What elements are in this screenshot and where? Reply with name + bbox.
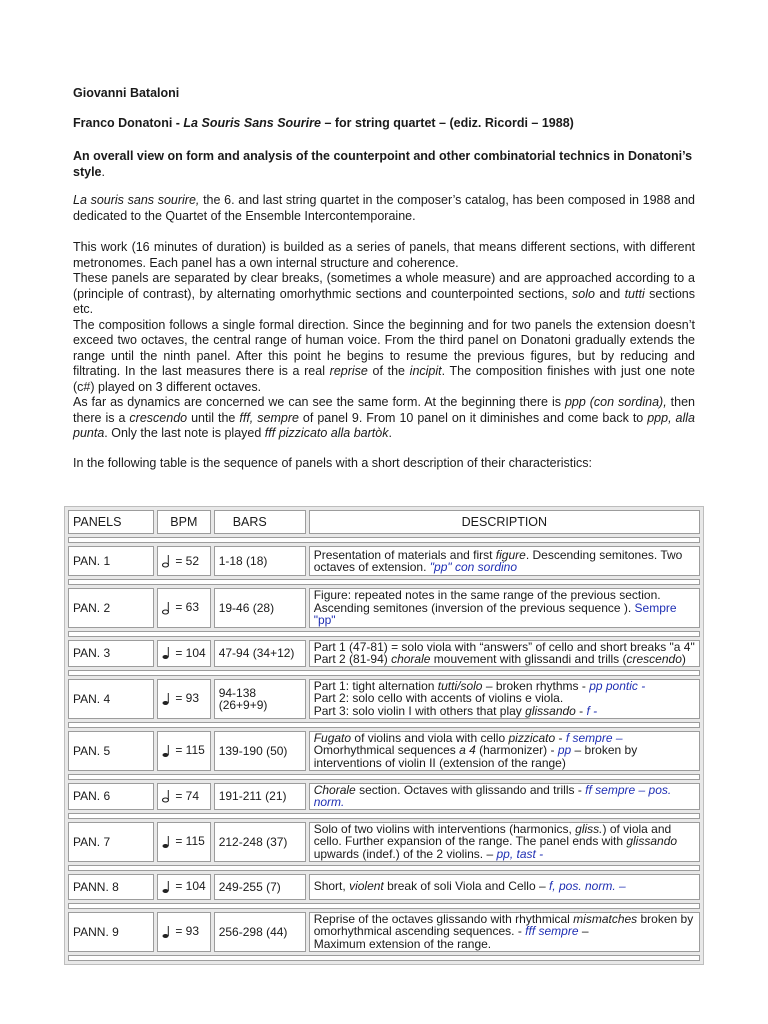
bpm-cell: = 52 — [157, 546, 211, 576]
description-cell: Chorale section. Octaves with glissando and trills - ff sempre – pos. norm. — [309, 783, 700, 810]
bpm-cell: = 93 — [157, 912, 211, 952]
paragraph-structure: This work (16 minutes of duration) is builded as a series of panels, that means different sections, with different metronomes. Each panel has a own internal structure and coherence. These panels are separated by clear breaks, (sometimes a whole measure) and are approached according to a (principle of contrast), by alternating omorhythmic sections and counterpointed sections, solo and tutti sections etc. The composition follows a single formal direction. Since the beginning and for two panels the extension doesn’t exceed two octaves, the central range of human voice. From the third panel on Donatoni gradually extends the range until the ninth panel. After this point he begins to resume the previous figures, but by reducing and filtrating. In the last measures there is a real reprise of the incipit. The composition finishes with just one note (c#) played on 3 different octaves. As far as dynamics are concerned we can see the same form. At the beginning there is ppp (con sordina), then there is a crescendo until the fff, sempre of panel 9. From 10 panel on it diminishes and come back to ppp, alla punta. Only the last note is played fff pizzicato alla bartòk. — [73, 240, 696, 440]
description-cell: Part 1 (47-81) = solo viola with “answers” of cello and short breaks "a 4" Part 2 (81-94) chorale mouvement with glissandi and trills (crescendo) — [309, 640, 700, 667]
description-cell: Fugato of violins and viola with cello pizzicato - f sempre – Omorhythmical sequences a 4 (harmonizer) - pp – broken by interventions of violin II (extension of the range) — [309, 731, 700, 771]
description-cell: Figure: repeated notes in the same range of the previous section. Ascending semitones (inversion of the previous sequence ). Sempre "pp" — [309, 588, 700, 628]
bars-cell: 139-190 (50) — [214, 731, 306, 771]
panel-name: PAN. 2 — [68, 588, 154, 628]
bars-cell: 212-248 (37) — [214, 822, 306, 862]
bpm-cell: = 104 — [157, 874, 211, 900]
table-row — [68, 874, 700, 900]
description-cell: Presentation of materials and first figure. Descending semitones. Two octaves of extension. "pp" con sordino — [309, 546, 700, 576]
header-bpm: BPM — [157, 510, 211, 534]
table-row — [68, 640, 700, 667]
panel-name: PAN. 5 — [68, 731, 154, 771]
description-cell: Solo of two violins with interventions (harmonics, gliss.) of viola and cello. Further expansion of the range. The panel ends with glissando upwards (indef.) of the 2 violins. – pp, tast - — [309, 822, 700, 862]
bpm-cell: = 104 — [157, 640, 211, 667]
bars-cell: 1-18 (18) — [214, 546, 306, 576]
bars-cell: 249-255 (7) — [214, 874, 306, 900]
panel-name: PAN. 6 — [68, 783, 154, 810]
quarter-note-icon — [162, 646, 171, 660]
table-row — [68, 912, 700, 952]
bars-cell: 256-298 (44) — [214, 912, 306, 952]
bpm-cell: = 74 — [157, 783, 211, 810]
panel-name: PAN. 1 — [68, 546, 154, 576]
bpm-cell: = 115 — [157, 731, 211, 771]
quarter-note-icon — [162, 835, 171, 849]
header-panels: PANELS — [68, 510, 154, 534]
table-row — [68, 546, 700, 576]
panel-name: PAN. 4 — [68, 679, 154, 719]
description-cell: Reprise of the octaves glissando with rhythmical mismatches broken by omorhythmical ascending sequences. - fff sempre – Maximum extension of the range. — [309, 912, 700, 952]
table-row — [68, 588, 700, 628]
description-cell: Part 1: tight alternation tutti/solo – broken rhythms - pp pontic - Part 2: solo cello with accents of violins e viola. Part 3: solo violin I with others that play glissando - f - — [309, 679, 700, 719]
quarter-note-icon — [162, 925, 171, 939]
quarter-note-icon — [162, 692, 171, 706]
panel-name: PANN. 8 — [68, 874, 154, 900]
document-subtitle: An overall view on form and analysis of the counterpoint and other combinatorial technics in Donatoni’s style. — [73, 149, 693, 179]
description-cell: Short, violent break of soli Viola and Cello – f, pos. norm. – — [309, 874, 700, 900]
bars-cell: 191-211 (21) — [214, 783, 306, 810]
table-row — [68, 679, 700, 719]
bpm-cell: = 63 — [157, 588, 211, 628]
half-note-icon — [162, 789, 171, 803]
panel-name: PAN. 3 — [68, 640, 154, 667]
bpm-cell: = 115 — [157, 822, 211, 862]
paragraph-table-intro: In the following table is the sequence of panels with a short description of their characteristics: — [73, 456, 593, 470]
quarter-note-icon — [162, 880, 171, 894]
header-description: DESCRIPTION — [309, 510, 700, 534]
half-note-icon — [162, 554, 171, 568]
document-title: Franco Donatoni - La Souris Sans Sourire – for string quartet – (ediz. Ricordi – 1988) — [73, 116, 574, 130]
panel-name: PANN. 9 — [68, 912, 154, 952]
panels-table — [64, 506, 704, 965]
paragraph-intro: La souris sans sourire, the 6. and last string quartet in the composer’s catalog, has been composed in 1988 and dedicated to the Quartet of the Ensemble Intercontemporaine. — [73, 193, 695, 223]
table-header-row — [68, 510, 700, 534]
bars-cell: 19-46 (28) — [214, 588, 306, 628]
header-bars: BARS — [214, 510, 306, 534]
quarter-note-icon — [162, 744, 171, 758]
table-row — [68, 822, 700, 862]
bars-cell: 94-138 (26+9+9) — [214, 679, 306, 719]
half-note-icon — [162, 601, 171, 615]
bars-cell: 47-94 (34+12) — [214, 640, 306, 667]
panel-name: PAN. 7 — [68, 822, 154, 862]
table-row — [68, 783, 700, 810]
table-row — [68, 731, 700, 771]
author-name: Giovanni Bataloni — [73, 86, 180, 100]
bpm-cell: = 93 — [157, 679, 211, 719]
